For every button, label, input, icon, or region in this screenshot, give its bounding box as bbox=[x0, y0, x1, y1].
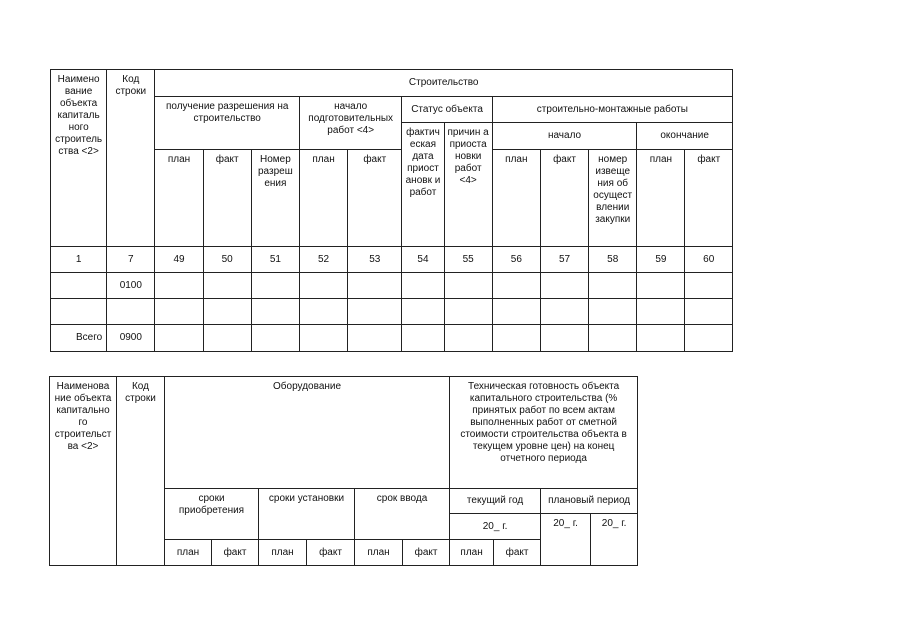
cell[interactable] bbox=[637, 325, 685, 352]
cell[interactable] bbox=[203, 299, 251, 325]
cell[interactable] bbox=[685, 299, 733, 325]
cell[interactable] bbox=[51, 299, 107, 325]
col-number: 7 bbox=[107, 247, 155, 273]
total-label: Всего bbox=[51, 325, 107, 352]
commission-plan-header: план bbox=[355, 540, 403, 566]
permit-header: получение разрешения на строительство bbox=[155, 97, 300, 150]
table-row bbox=[51, 299, 733, 325]
cell[interactable] bbox=[107, 299, 155, 325]
start-plan-header: план bbox=[492, 150, 540, 247]
readiness-header: Техническая готовность объекта капитального строительства (% принятых работ по всем актам выполненных работ от сметной стоимости строительства объекта в текущем уровне цен) на конец отчетного периода bbox=[450, 377, 638, 489]
cell[interactable] bbox=[402, 273, 444, 299]
equipment-table bbox=[49, 376, 638, 566]
cell[interactable] bbox=[251, 273, 299, 299]
purchase-terms-header: сроки приобретения bbox=[165, 489, 259, 540]
table-row bbox=[51, 273, 733, 299]
column-numbers-row bbox=[51, 247, 733, 273]
cell[interactable] bbox=[402, 299, 444, 325]
permit-plan-header: план bbox=[155, 150, 203, 247]
permit-number-header: Номер разреш ения bbox=[251, 150, 299, 247]
object-name-header: Наимено вание объекта капиталь ного строитель ства <2> bbox=[51, 70, 107, 247]
cell[interactable] bbox=[51, 273, 107, 299]
current-fact-header: факт bbox=[494, 540, 541, 566]
cell[interactable] bbox=[251, 325, 299, 352]
total-row bbox=[51, 325, 733, 352]
cell[interactable] bbox=[444, 299, 492, 325]
col-number: 60 bbox=[685, 247, 733, 273]
cell[interactable] bbox=[299, 325, 347, 352]
cell[interactable] bbox=[492, 299, 540, 325]
plan-year-2: 20_ г. bbox=[591, 514, 638, 566]
cell[interactable] bbox=[155, 325, 203, 352]
current-year-header: текущий год bbox=[450, 489, 541, 514]
cell[interactable] bbox=[348, 273, 402, 299]
cell[interactable] bbox=[589, 325, 637, 352]
equipment-header: Оборудование bbox=[165, 377, 450, 489]
install-terms-header: сроки установки bbox=[259, 489, 355, 540]
start-fact-header: факт bbox=[540, 150, 588, 247]
start-header: начало bbox=[492, 123, 637, 150]
prep-plan-header: план bbox=[299, 150, 347, 247]
cell[interactable] bbox=[402, 325, 444, 352]
col-number: 50 bbox=[203, 247, 251, 273]
current-year-value: 20_ г. bbox=[450, 514, 541, 540]
end-header: окончание bbox=[637, 123, 733, 150]
cell[interactable] bbox=[492, 273, 540, 299]
cell[interactable] bbox=[540, 299, 588, 325]
purchase-plan-header: план bbox=[165, 540, 212, 566]
suspension-reason-header: причин а приоста новки работ <4> bbox=[444, 123, 492, 247]
row-code-header: Код строки bbox=[117, 377, 165, 566]
col-number: 53 bbox=[348, 247, 402, 273]
cell[interactable] bbox=[637, 299, 685, 325]
plan-year-1: 20_ г. bbox=[541, 514, 591, 566]
cell[interactable] bbox=[589, 273, 637, 299]
construction-table bbox=[50, 69, 733, 352]
purchase-fact-header: факт bbox=[212, 540, 259, 566]
notice-number-header: номер извеще ния об осущест влении закупки bbox=[589, 150, 637, 247]
object-name-header: Наименова ние объекта капитально го строительст ва <2> bbox=[50, 377, 117, 566]
cell[interactable] bbox=[540, 325, 588, 352]
col-number: 58 bbox=[589, 247, 637, 273]
row-code-header: Код строки bbox=[107, 70, 155, 247]
cell[interactable] bbox=[637, 273, 685, 299]
object-status-header: Статус объекта bbox=[402, 97, 492, 123]
cell[interactable] bbox=[685, 273, 733, 299]
end-plan-header: план bbox=[637, 150, 685, 247]
suspension-date-header: фактич еская дата приост ановк и работ bbox=[402, 123, 444, 247]
cell[interactable] bbox=[251, 299, 299, 325]
cell[interactable] bbox=[203, 325, 251, 352]
cell[interactable] bbox=[589, 299, 637, 325]
commission-fact-header: факт bbox=[403, 540, 450, 566]
col-number: 52 bbox=[299, 247, 347, 273]
cell[interactable] bbox=[444, 325, 492, 352]
install-fact-header: факт bbox=[307, 540, 355, 566]
col-number: 59 bbox=[637, 247, 685, 273]
cell[interactable] bbox=[155, 299, 203, 325]
cell[interactable] bbox=[492, 325, 540, 352]
prep-work-header: начало подготовительных работ <4> bbox=[299, 97, 401, 150]
col-number: 56 bbox=[492, 247, 540, 273]
cell[interactable] bbox=[444, 273, 492, 299]
col-number: 51 bbox=[251, 247, 299, 273]
cell[interactable] bbox=[299, 273, 347, 299]
cell[interactable] bbox=[348, 299, 402, 325]
current-plan-header: план bbox=[450, 540, 494, 566]
cell[interactable] bbox=[348, 325, 402, 352]
col-number: 1 bbox=[51, 247, 107, 273]
prep-fact-header: факт bbox=[348, 150, 402, 247]
cell[interactable] bbox=[685, 325, 733, 352]
construction-header: Строительство bbox=[155, 70, 733, 97]
end-fact-header: факт bbox=[685, 150, 733, 247]
col-number: 54 bbox=[402, 247, 444, 273]
commission-term-header: срок ввода bbox=[355, 489, 450, 540]
cell[interactable] bbox=[540, 273, 588, 299]
construction-works-header: строительно-монтажные работы bbox=[492, 97, 732, 123]
total-code-cell: 0900 bbox=[107, 325, 155, 352]
row-code-cell: 0100 bbox=[107, 273, 155, 299]
col-number: 49 bbox=[155, 247, 203, 273]
cell[interactable] bbox=[299, 299, 347, 325]
col-number: 55 bbox=[444, 247, 492, 273]
plan-period-header: плановый период bbox=[541, 489, 638, 514]
permit-fact-header: факт bbox=[203, 150, 251, 247]
cell[interactable] bbox=[155, 273, 203, 299]
col-number: 57 bbox=[540, 247, 588, 273]
install-plan-header: план bbox=[259, 540, 307, 566]
cell[interactable] bbox=[203, 273, 251, 299]
